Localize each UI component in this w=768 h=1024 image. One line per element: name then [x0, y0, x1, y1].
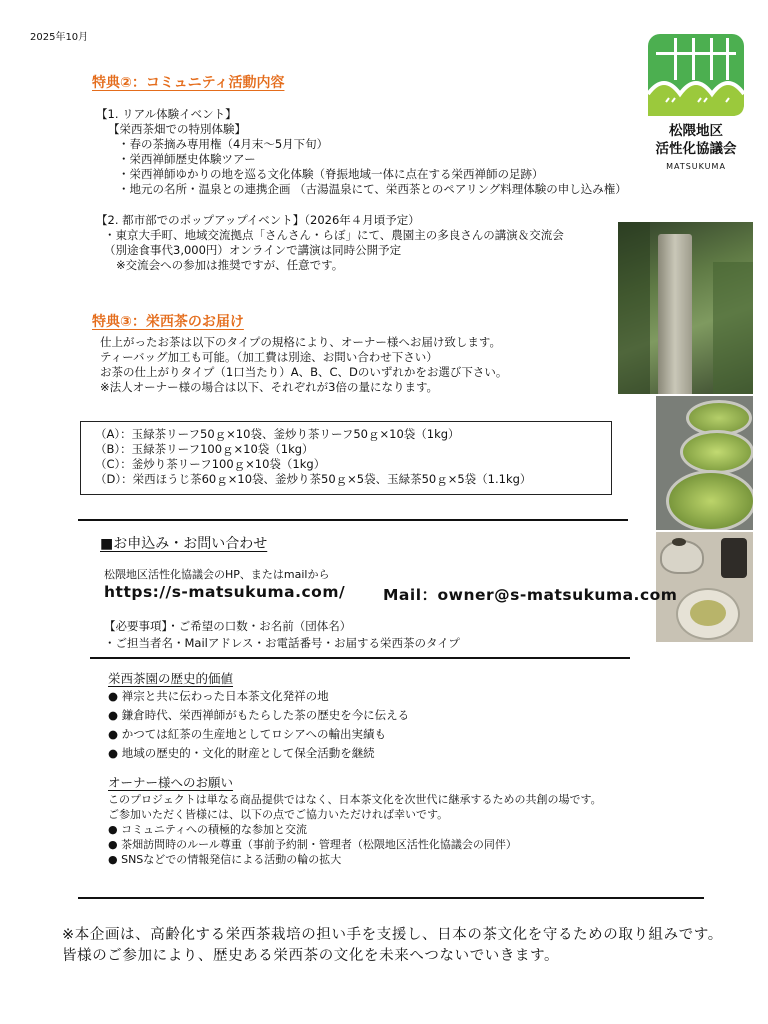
tea-types-box — [80, 421, 612, 495]
request-line: このプロジェクトは単なる商品提供ではなく、日本茶文化を次世代に継承するための共創の場です。 — [108, 793, 602, 806]
logo-name-line2: 活性化協議会 — [655, 141, 737, 157]
request-list — [108, 792, 602, 867]
real-event-subheading: 【栄西茶畑での特別体験】 — [108, 122, 246, 136]
description-line: 仕上がったお茶は以下のタイプの規格により、オーナー様へお届け致します。 — [100, 335, 502, 349]
divider-middle — [90, 657, 630, 659]
logo-name-en: MATSUKUMA — [666, 162, 726, 171]
list-item: ● かつては紅茶の生産地としてロシアへの輸出実績も — [108, 727, 386, 741]
description-line: ティーバッグ加工も可能。（加工費は別途、お問い合わせ下さい） — [100, 350, 438, 364]
popup-line-2: （別途食事代3,000円）オンラインで講演は同時公開予定 — [104, 243, 402, 257]
divider-bottom — [78, 897, 704, 899]
history-list — [108, 687, 409, 763]
list-item: ● 禅宗と共に伝わった日本茶文化発祥の地 — [108, 689, 329, 703]
popup-line-1: ・東京大手町、地域交流拠点「さんさん・らぼ」にて、農園主の多良さんの講演＆交流会 — [104, 228, 564, 242]
request-line: ご参加いただく皆様には、以下の点でご協力いただければ幸いです。 — [108, 808, 449, 821]
real-event-list — [118, 137, 627, 197]
apply-heading: ■お申込み・お問い合わせ — [100, 536, 268, 552]
tea-type-a: （A）：玉緑茶リーフ50ｇ×10袋、釜炒り茶リーフ50ｇ×10袋（1kg） — [95, 427, 460, 441]
list-item: ・春の茶摘み専用権（4月末～5月下旬） — [118, 137, 329, 151]
list-item: ● 鎌倉時代、栄西禅師がもたらした茶の歴史を今に伝える — [108, 708, 410, 722]
tea-type-b: （B）：玉緑茶リーフ100ｇ×10袋（1kg） — [95, 442, 314, 456]
organization-logo — [646, 32, 746, 171]
tea-type-d: （D）：栄西ほうじ茶60ｇ×10袋、釜炒り茶50ｇ×5袋、玉緑茶50ｇ×5袋（1.1kg） — [95, 472, 532, 486]
issue-date: 2025年10月 — [30, 32, 89, 43]
popup-heading: 【2. 都市部でのポップアップイベント】（2026年４月頃予定） — [96, 213, 420, 227]
list-item: ・地元の名所・温泉との連携企画 （古湯温泉にて、栄西茶とのペアリング料理体験の申し込み権） — [118, 182, 627, 196]
list-item: ● 地域の歴史的・文化的財産として保全活動を継続 — [108, 746, 375, 760]
tea-leaves-trays-photo — [656, 396, 753, 530]
divider-top — [78, 519, 628, 521]
list-item: ・栄西禅師歴史体験ツアー — [118, 152, 256, 166]
tea-type-c: （C）：釜炒り茶リーフ100ｇ×10袋（1kg） — [95, 457, 326, 471]
required-line-1: 【必要事項】・ご希望の口数・お名前（団体名） — [104, 619, 352, 633]
description-line: お茶の仕上がりタイプ（1口当たり）A、B、C、Dのいずれかをお選び下さい。 — [100, 365, 508, 379]
stone-monument-photo — [618, 222, 753, 394]
real-event-heading: 【1. リアル体験イベント】 — [96, 107, 237, 121]
logo-mark-icon — [646, 32, 746, 118]
list-item: ・栄西禅師ゆかりの地を巡る文化体験（脊振地域一体に点在する栄西禅師の足跡） — [118, 167, 544, 181]
required-line-2: ・ご担当者名・Mailアドレス・お電話番号・お届する栄西茶のタイプ — [104, 636, 460, 650]
tokuten2-title: 特典②：コミュニティ活動内容 — [92, 75, 285, 91]
request-heading: オーナー様へのお願い — [108, 775, 234, 790]
list-item: ● SNSなどでの情報発信による活動の輪の拡大 — [108, 853, 342, 866]
tokuten3-title: 特典③：栄西茶のお届け — [92, 314, 244, 330]
popup-line-3: ※交流会への参加は推奨ですが、任意です。 — [116, 258, 344, 272]
mail-link[interactable]: Mail：owner@s-matsukuma.com — [383, 586, 678, 604]
website-link[interactable]: https://s-matsukuma.com/ — [104, 583, 346, 601]
list-item: ● 茶畑訪問時のルール尊重（事前予約制・管理者（松隈地区活性化協議会の同伴） — [108, 838, 517, 851]
footer-line-2: 皆様のご参加により、歴史ある栄西茶の文化を未来へつないでいきます。 — [62, 948, 560, 964]
history-heading: 栄西茶園の歴史的価値 — [108, 671, 234, 686]
logo-name-line1: 松隈地区 — [669, 123, 723, 139]
tokuten3-description — [100, 335, 507, 395]
description-line: ※法人オーナー様の場合は以下、それぞれが3倍の量になります。 — [100, 380, 439, 394]
apply-intro: 松隈地区活性化協議会のHP、またはmailから — [104, 568, 330, 581]
list-item: ● コミュニティへの積極的な参加と交流 — [108, 823, 307, 836]
footer-line-1: ※本企画は、高齢化する栄西茶栽培の担い手を支援し、日本の茶文化を守るための取り組みです。 — [62, 927, 723, 943]
